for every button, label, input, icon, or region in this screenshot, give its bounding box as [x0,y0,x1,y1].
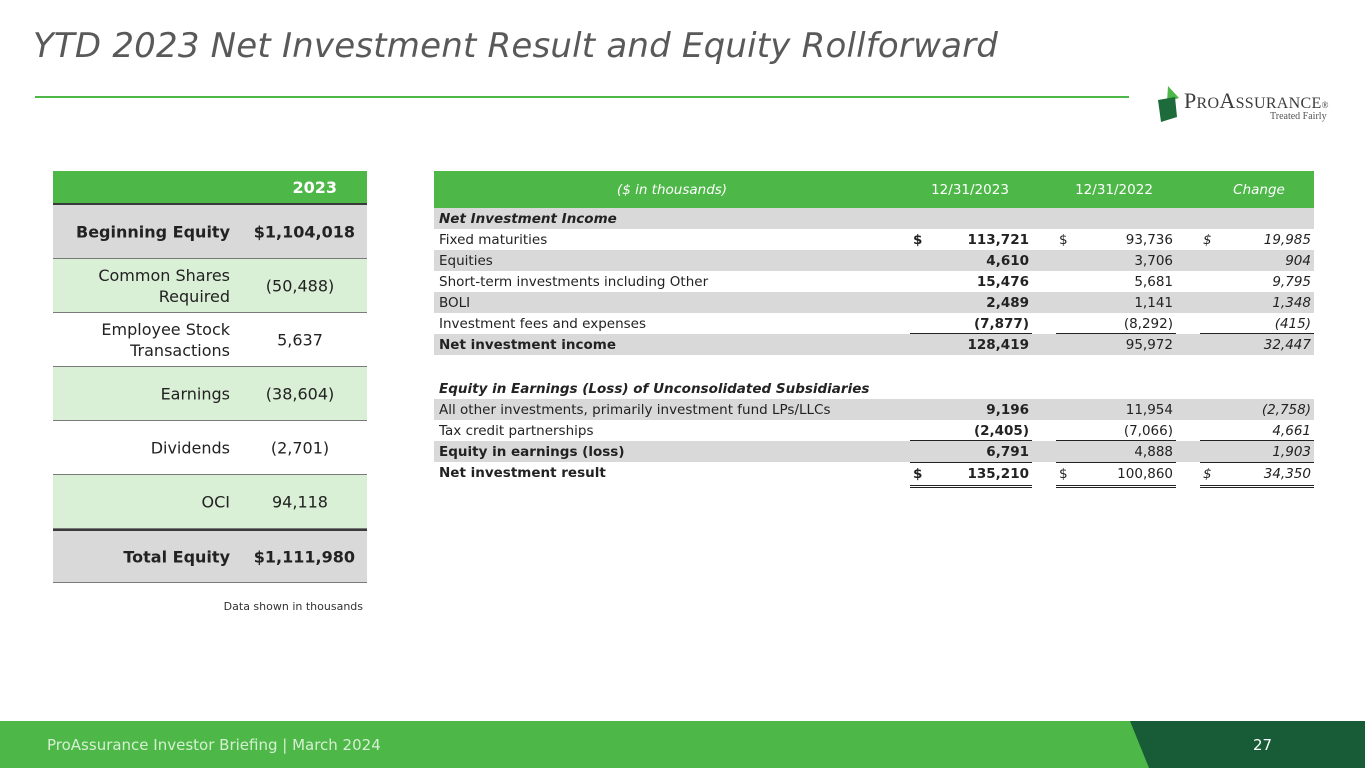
equity-table-header: 2023 [53,171,367,205]
section-header-equity-in-earnings: Equity in Earnings (Loss) of Unconsolidated Subsidiaries [434,378,1314,399]
table-row: Equities 4,610 3,706 904 [434,250,1314,271]
logo-tagline: Treated Fairly [1270,111,1327,122]
equity-row-common-shares: Common Shares Required (50,488) [53,259,367,313]
footer-bar [0,721,1365,768]
equity-row-oci: OCI 94,118 [53,475,367,529]
investment-table-header: ($ in thousands) 12/31/2023 12/31/2022 Change [434,171,1314,208]
equity-row-dividends: Dividends (2,701) [53,421,367,475]
equity-row-earnings: Earnings (38,604) [53,367,367,421]
title-divider [35,96,1129,98]
table-row: Fixed maturities $ 113,721 $ 93,736 $ 19,985 [434,229,1314,250]
page-number: 27 [1253,736,1273,754]
equity-row-total: Total Equity $1,111,980 [53,529,367,583]
investment-result-table [434,171,1314,486]
table-row: Tax credit partnerships (2,405) (7,066) 4,661 [434,420,1314,441]
equity-table-note: Data shown in thousands [223,600,363,613]
logo-mark-icon [1156,86,1180,122]
proassurance-logo [1156,84,1332,126]
table-row: BOLI 2,489 1,141 1,348 [434,292,1314,313]
footer-text: ProAssurance Investor Briefing | March 2024 [47,736,381,754]
section-header-net-investment-income: Net Investment Income [434,208,1314,229]
page-title: YTD 2023 Net Investment Result and Equity Rollforward [33,26,999,66]
table-row: All other investments, primarily investment fund LPs/LLCs 9,196 11,954 (2,758) [434,399,1314,420]
table-row: Short-term investments including Other 15,476 5,681 9,795 [434,271,1314,292]
footer-accent [1130,721,1365,768]
table-row-subtotal: Equity in earnings (loss) 6,791 4,888 1,903 [434,441,1314,462]
logo-wordmark: PROASSURANCE® [1184,88,1329,113]
equity-row-beginning: Beginning Equity $1,104,018 [53,205,367,259]
equity-rollforward-table [53,171,367,583]
table-row-total: Net investment result $ 135,210 $ 100,860 $ 34,350 [434,462,1314,486]
equity-row-employee-stock: Employee Stock Transactions 5,637 [53,313,367,367]
table-row-subtotal: Net investment income 128,419 95,972 32,447 [434,334,1314,355]
table-row: Investment fees and expenses (7,877) (8,292) (415) [434,313,1314,334]
